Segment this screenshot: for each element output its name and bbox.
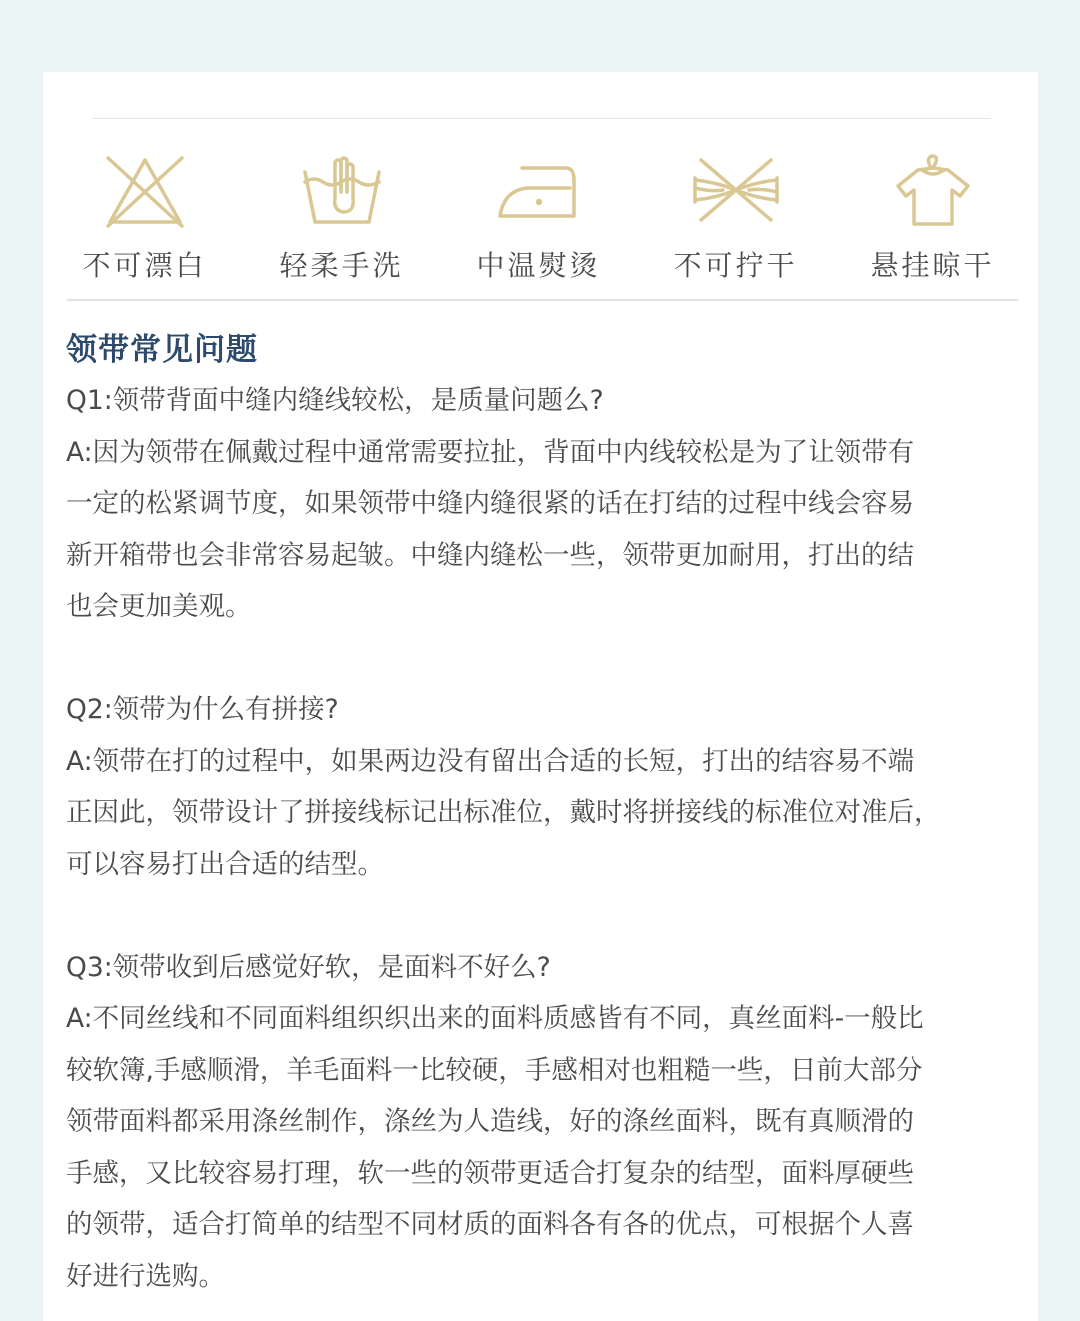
faq-answer-line: A:因为领带在佩戴过程中通常需要拉扯，背面中内线较松是为了让领带有 [66, 436, 915, 468]
faq-answer-line: 领带面料都采用涤丝制作，涤丝为人造线，好的涤丝面料，既有真顺滑的 [66, 1106, 914, 1137]
faq-question: Q3:领带收到后感觉好软，是面料不好么? [66, 951, 551, 983]
faq-answer-line: 正因此，领带设计了拼接线标记出标准位，戴时将拼接线的标准位对准后， [66, 797, 941, 828]
care-label-hand-wash: 轻柔手洗 [279, 249, 404, 282]
faq-item-q2 [66, 684, 1016, 890]
top-divider [92, 118, 991, 119]
faq-answer-line: 较软簿,手感顺滑，羊毛面料一比较硬，手感相对也粗糙一些，日前大部分 [66, 1054, 923, 1086]
care-item-iron [440, 152, 637, 282]
care-label-no-wring: 不可拧干 [673, 249, 798, 282]
hand-wash-icon [297, 152, 387, 232]
faq-item-q3 [66, 942, 1016, 1303]
faq-answer-line: 也会更加美观。 [66, 591, 252, 622]
hang-dry-icon [888, 152, 978, 232]
faq-answer-line: 的领带，适合打简单的结型不同材质的面料各有各的优点，可根据个人喜 [66, 1209, 914, 1240]
care-label-no-bleach: 不可漂白 [82, 249, 207, 282]
faq-title: 领带常见问题 [66, 332, 258, 368]
faq-question: Q2:领带为什么有拼接? [66, 694, 339, 725]
care-label-iron: 中温熨烫 [476, 249, 601, 282]
care-instructions-row [43, 152, 1038, 292]
faq-answer-line: 好进行选购。 [66, 1260, 225, 1292]
no-wring-icon [691, 152, 781, 232]
faq-answer-line: A:领带在打的过程中，如果两边没有留出合适的长短，打出的结容易不端 [66, 745, 915, 777]
no-bleach-icon [100, 152, 190, 232]
care-label-hang-dry: 悬挂晾干 [870, 249, 995, 282]
iron-medium-icon [494, 152, 584, 232]
care-item-hang-dry [834, 152, 1031, 282]
spacer [66, 633, 1016, 685]
care-item-no-wring [637, 152, 834, 282]
content-card [43, 72, 1038, 1321]
faq-answer-line: 手感，又比较容易打理，软一些的领带更适合打复杂的结型，面料厚硬些 [66, 1157, 914, 1189]
faq-question: Q1:领带背面中缝内缝线较松，是质量问题么? [66, 385, 604, 416]
care-item-hand-wash [243, 152, 440, 282]
faq-section [66, 325, 1016, 1302]
spacer [66, 890, 1016, 942]
section-divider [67, 299, 1018, 301]
faq-answer-line: 新开箱带也会非常容易起皱。中缝内缝松一些，领带更加耐用，打出的结 [66, 539, 914, 571]
faq-answer-line: 可以容易打出合适的结型。 [66, 848, 384, 880]
faq-answer-line: A:不同丝线和不同面料组织织出来的面料质感皆有不同，真丝面料-一般比 [66, 1003, 924, 1034]
faq-item-q1 [66, 375, 1016, 633]
care-item-no-bleach [46, 152, 243, 282]
faq-answer-line: 一定的松紧调节度，如果领带中缝内缝很紧的话在打结的过程中线会容易 [66, 488, 914, 519]
